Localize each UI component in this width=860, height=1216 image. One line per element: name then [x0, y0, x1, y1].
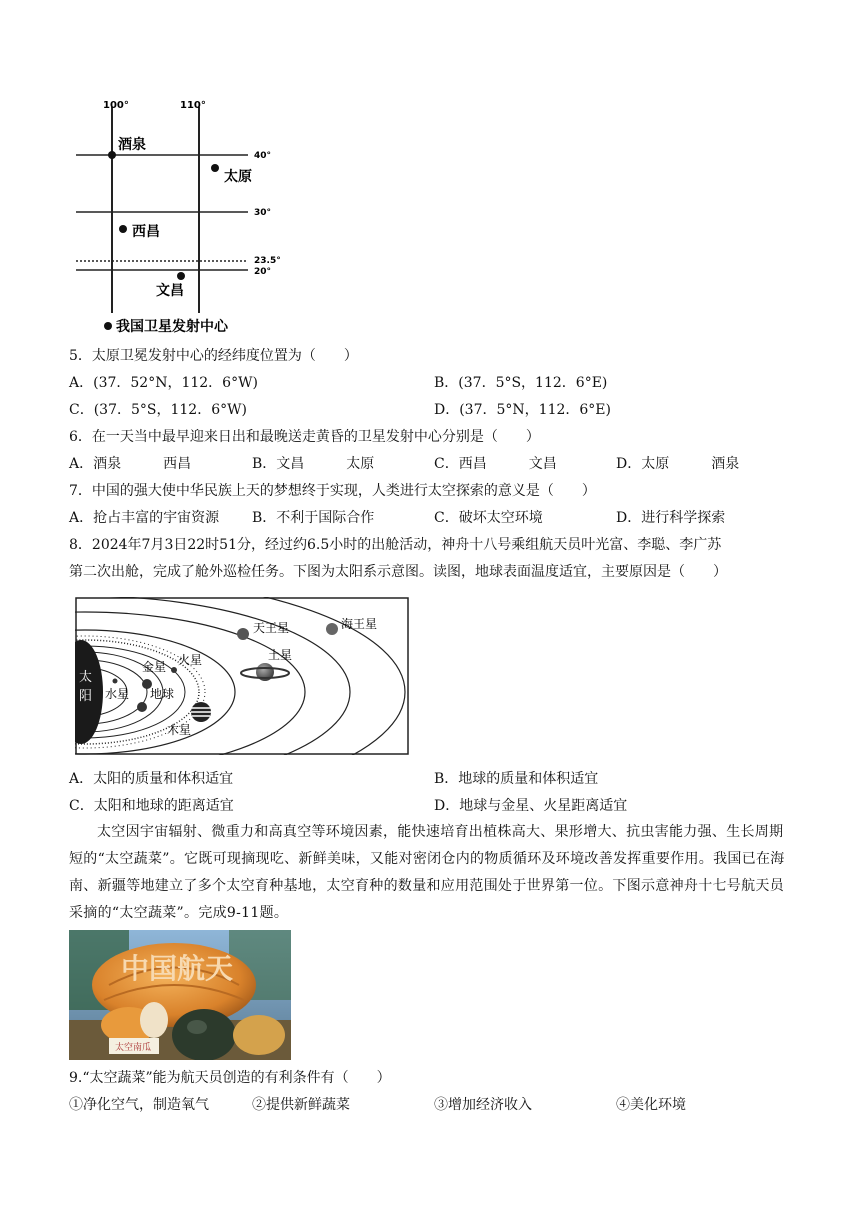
lat-label-23: 23.5°	[254, 256, 281, 266]
city-label-jiuquan: 酒泉	[118, 137, 146, 153]
sun-label-1: 太	[79, 670, 93, 685]
planet-mercury	[113, 679, 118, 684]
sun-label-2: 阳	[79, 689, 93, 704]
planet-venus	[137, 702, 147, 712]
q8-stem-line2: 第二次出舱，完成了舱外巡检任务。下图为太阳系示意图。读图，地球表面温度适宜，主要原因是（ ）	[69, 564, 727, 580]
label-mercury: 水星	[105, 687, 130, 701]
q6-option-a[interactable]: A．酒泉 西昌	[69, 456, 192, 472]
reading-passage: 太空因宇宙辐射、微重力和高真空等环境因素，能快速培育出植株高大、果形增大、抗虫害能力强、生长周期短的“太空蔬菜”。它既可现摘现吃、新鲜美味，又能对密闭仓内的物质循环及环境改善发挥重要作用。我国已在海南、新疆等地建立了多个太空育种基地，太空育种的数量和应用范围处于世界第一位。下图示意神舟十七号航天员采摘的“太空蔬菜”。完成9-11题。	[69, 824, 785, 921]
pumpkin-carved-text: 中国航天	[121, 952, 234, 985]
q5-stem: 5．太原卫冕发射中心的经纬度位置为（ ）	[69, 348, 358, 364]
launch-center-map	[70, 95, 290, 340]
q8-stem-line1: 8．2024年7月3日22时51分，经过约6.5小时的出舱活动，神舟十八号乘组航天员叶光富、李聪、李广苏	[69, 537, 722, 553]
q6-option-c[interactable]: C．西昌 文昌	[434, 456, 557, 472]
q6-option-b[interactable]: B．文昌 太原	[252, 456, 375, 472]
label-venus: 金星	[142, 660, 167, 674]
label-mars: 火星	[178, 653, 203, 667]
q7-option-a[interactable]: A．抢占丰富的宇宙资源	[69, 510, 220, 526]
lat-label-20: 20°	[254, 267, 272, 277]
label-jupiter: 木星	[167, 723, 192, 737]
q7-option-d[interactable]: D．进行科学探索	[616, 510, 726, 526]
planet-neptune	[326, 623, 338, 635]
q8-option-c[interactable]: C．太阳和地球的距离适宜	[69, 798, 234, 814]
q7-option-c[interactable]: C．破坏太空环境	[434, 510, 543, 526]
photo-sign-text: 太空南瓜	[115, 1043, 152, 1053]
planet-mars	[171, 667, 177, 673]
q9-option-3[interactable]: ③增加经济收入	[434, 1097, 532, 1113]
label-earth: 地球	[150, 687, 175, 701]
q5-option-d[interactable]: D．(37．5°N，112．6°E)	[434, 402, 611, 418]
lon-label-100: 100°	[103, 100, 129, 111]
map-legend: 我国卫星发射中心	[116, 319, 228, 335]
q9-stem: 9.“太空蔬菜”能为航天员创造的有利条件有（ ）	[69, 1070, 391, 1086]
solar-system-diagram	[75, 597, 409, 755]
q8-option-d[interactable]: D．地球与金星、火星距离适宜	[434, 798, 628, 814]
q6-option-d[interactable]: D．太原 酒泉	[616, 456, 740, 472]
q5-option-a[interactable]: A．(37．52°N，112．6°W)	[69, 375, 258, 391]
city-label-xichang: 西昌	[132, 224, 160, 240]
city-dot-taiyuan	[211, 164, 219, 172]
label-neptune: 海王星	[341, 617, 378, 631]
q7-option-b[interactable]: B．不利于国际合作	[252, 510, 375, 526]
lat-label-40: 40°	[254, 151, 272, 161]
city-label-taiyuan: 太原	[224, 169, 252, 185]
city-dot-jiuquan	[108, 151, 116, 159]
city-dot-xichang	[119, 225, 127, 233]
label-saturn: 土星	[268, 648, 293, 662]
q9-option-2[interactable]: ②提供新鲜蔬菜	[252, 1097, 350, 1113]
label-uranus: 天王星	[253, 621, 290, 635]
space-vegetable-photo	[69, 930, 291, 1060]
lat-label-30: 30°	[254, 208, 272, 218]
legend-dot	[104, 322, 112, 330]
q8-option-a[interactable]: A．太阳的质量和体积适宜	[69, 771, 234, 787]
q5-option-c[interactable]: C．(37．5°S，112．6°W)	[69, 402, 247, 418]
q5-option-b[interactable]: B．(37．5°S，112．6°E)	[434, 375, 608, 391]
q9-option-4[interactable]: ④美化环境	[616, 1097, 686, 1113]
q9-option-1[interactable]: ①净化空气，制造氧气	[69, 1097, 209, 1113]
lon-label-110: 110°	[180, 100, 206, 111]
space-pumpkin-image	[69, 930, 291, 1060]
q6-stem: 6．在一天当中最早迎来日出和最晚送走黄昏的卫星发射中心分别是（ ）	[69, 429, 540, 445]
q8-option-b[interactable]: B．地球的质量和体积适宜	[434, 771, 599, 787]
city-dot-wenchang	[177, 272, 185, 280]
q7-stem: 7．中国的强大使中华民族上天的梦想终于实现，人类进行太空探索的意义是（ ）	[69, 483, 596, 499]
planet-uranus	[237, 628, 249, 640]
city-label-wenchang: 文昌	[156, 283, 184, 299]
